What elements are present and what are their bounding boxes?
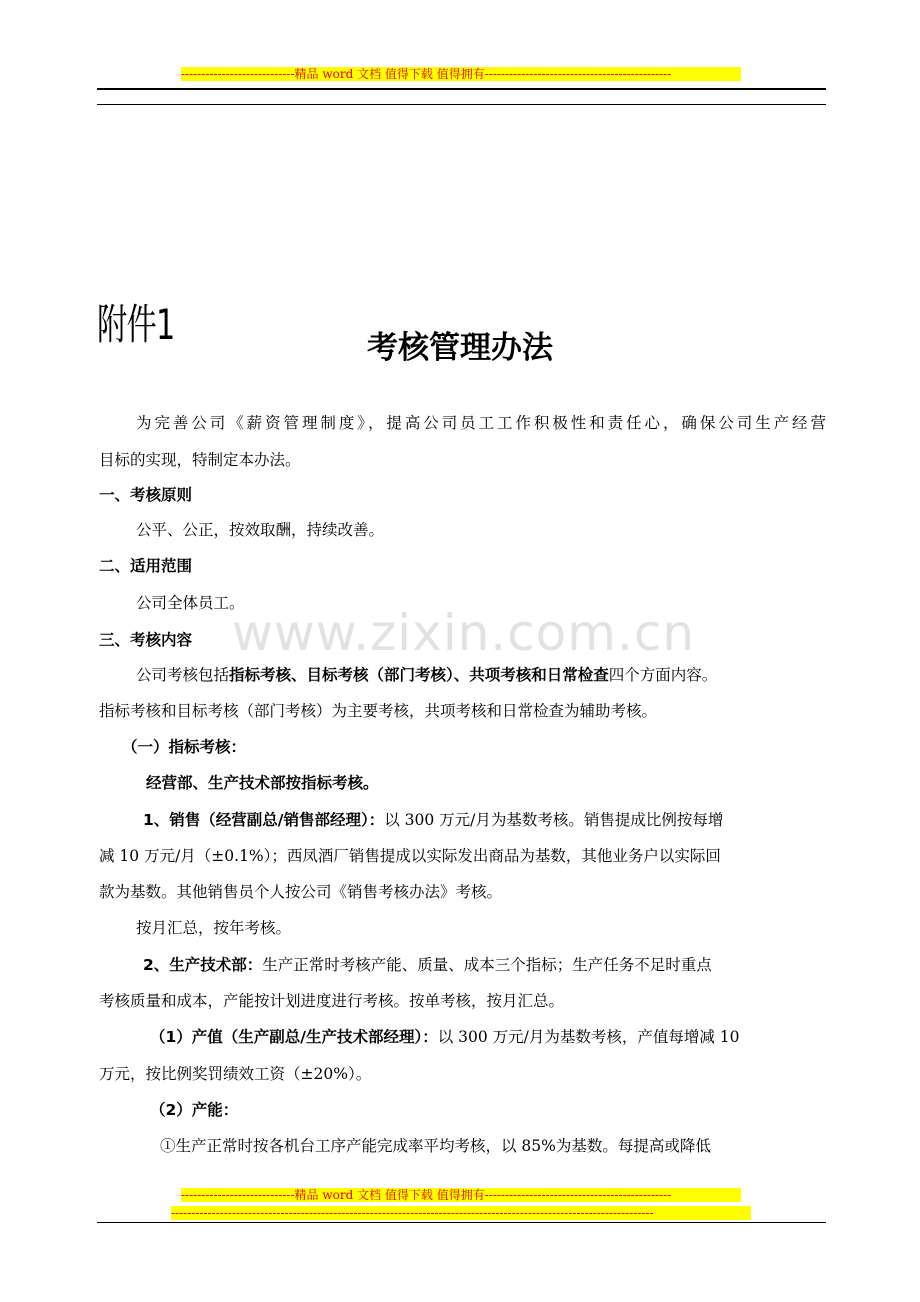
item-2-line-1-text: 生产正常时考核产能、质量、成本三个指标；生产任务不足时重点 <box>262 956 712 974</box>
item-1-line-2: 减 10 万元/月（±0.1%）；西凤酒厂销售提成以实际发出商品为基数，其他业务户以实际回 <box>99 847 721 865</box>
section-3-line-2: 指标考核和目标考核（部门考核）为主要考核，共项考核和日常检查为辅助考核。 <box>99 702 658 720</box>
footer-banner-1: ----------------------------精品 word 文档 值得下载 值得拥有---------------------------------------------- <box>181 1188 741 1202</box>
point-1-line-2: 万元，按比例奖罚绩效工资（±20%）。 <box>99 1065 372 1083</box>
attachment-label: 附件1 <box>97 300 175 349</box>
section-2-heading: 二、适用范围 <box>99 557 193 575</box>
point-1-line-1 <box>150 1027 877 1047</box>
item-1-line-3: 款为基数。其他销售员个人按公司《销售考核办法》考核。 <box>99 883 503 901</box>
document-title: 考核管理办法 <box>367 330 553 366</box>
section-1-heading: 一、考核原则 <box>99 486 193 504</box>
section-3-line-1-a: 公司考核包括 <box>136 666 230 684</box>
point-1-line-1-text: 以 300 万元/月为基数考核，产值每增减 10 <box>437 1028 740 1046</box>
section-3-line-1-bold: 指标考核、目标考核（部门考核）、共项考核和日常检查 <box>229 666 609 684</box>
item-2-line-2: 考核质量和成本，产能按计划进度进行考核。按单考核，按月汇总。 <box>99 992 565 1010</box>
section-1-text: 公平、公正，按效取酬，持续改善。 <box>136 521 385 539</box>
item-2-line-1 <box>143 955 870 975</box>
intro-line-1: 为完善公司《薪资管理制度》，提高公司员工工作积极性和责任心，确保公司生产经营 <box>136 414 826 432</box>
section-3-heading: 三、考核内容 <box>99 631 193 649</box>
section-2-text: 公司全体员工。 <box>136 594 245 612</box>
subsection-1-heading: （一）指标考核： <box>122 738 247 756</box>
point-1-label: （1）产值（生产副总/生产技术部经理）： <box>150 1028 438 1046</box>
watermark: www.zixin.com.cn <box>232 604 696 662</box>
point-2-label: （2）产能： <box>150 1101 239 1119</box>
item-2-label: 2、生产技术部： <box>143 956 263 974</box>
point-2-line-1: ①生产正常时按各机台工序产能完成率平均考核，以 85%为基数。每提高或降低 <box>160 1137 711 1155</box>
header-rule-top <box>97 88 826 90</box>
header-rule-bottom <box>97 104 826 105</box>
item-1-label: 1、销售（经营副总/销售部经理）： <box>143 811 385 829</box>
footer-banner-2: ----------------------------------------------------------------------------------------------------------------------- <box>171 1206 751 1220</box>
footer-rule <box>97 1222 826 1223</box>
intro-line-2: 目标的实现，特制定本办法。 <box>99 451 301 469</box>
section-3-line-1-c: 四个方面内容。 <box>608 666 718 684</box>
item-1-line-1-text: 以 300 万元/月为基数考核。销售提成比例按每增 <box>384 811 724 829</box>
subsection-1-note: 经营部、生产技术部按指标考核。 <box>146 774 379 792</box>
section-3-line-1 <box>136 665 863 685</box>
item-1-line-1 <box>143 810 870 830</box>
item-1-line-4: 按月汇总，按年考核。 <box>136 919 292 937</box>
header-banner: ----------------------------精品 word 文档 值得下载 值得拥有---------------------------------------------- <box>181 67 741 81</box>
